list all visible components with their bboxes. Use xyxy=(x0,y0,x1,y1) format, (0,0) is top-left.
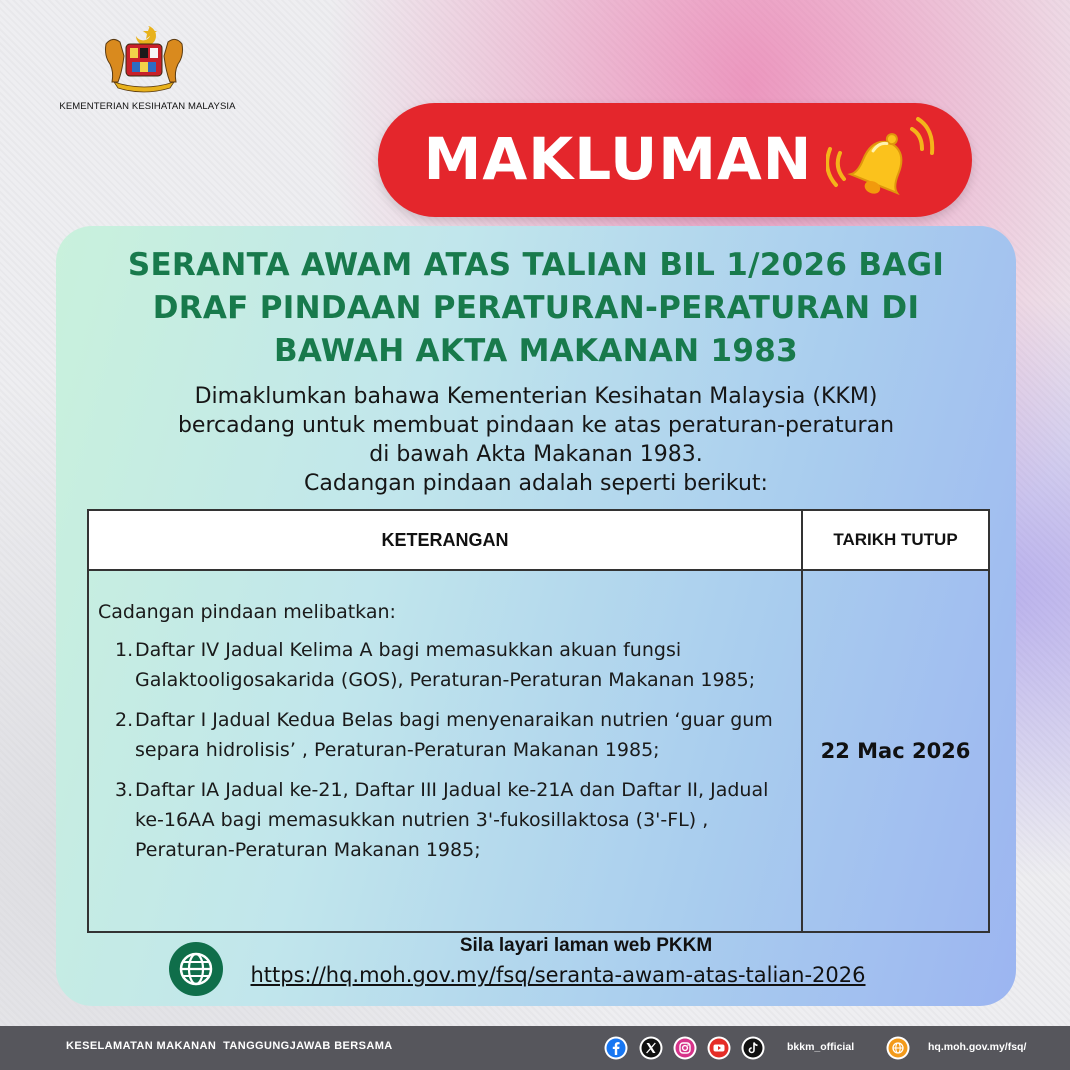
header-keterangan: KETERANGAN xyxy=(381,530,509,550)
list-item xyxy=(115,775,795,865)
item-number: 3. xyxy=(115,779,134,801)
intro-line: Dimaklumkan bahawa Kementerian Kesihatan Malaysia (KKM) xyxy=(194,384,878,409)
facebook-icon[interactable] xyxy=(604,1036,628,1060)
header-tarikh-tutup: TARIKH TUTUP xyxy=(833,530,958,549)
footer-site[interactable]: hq.moh.gov.my/fsq/ xyxy=(928,1041,1027,1053)
web-icon[interactable] xyxy=(886,1036,910,1060)
banner-title: MAKLUMAN xyxy=(423,125,813,193)
notice-title xyxy=(116,244,956,373)
amendments-table xyxy=(87,509,990,933)
closing-date: 22 Mac 2026 xyxy=(820,739,971,763)
notice-intro xyxy=(96,382,976,498)
description-intro: Cadangan pindaan melibatkan: xyxy=(98,601,396,623)
malaysia-coat-of-arms-icon xyxy=(96,22,192,94)
amendment-list xyxy=(115,635,795,875)
social-handle[interactable]: bkkm_official xyxy=(787,1041,855,1053)
tiktok-icon[interactable] xyxy=(741,1036,765,1060)
makluman-banner xyxy=(378,103,972,217)
notice-title-line: DRAF PINDAAN PERATURAN-PERATURAN DI xyxy=(152,290,920,326)
item-text: Daftar IA Jadual ke-21, Daftar III Jadual ke-21A dan Daftar II, Jadual ke-16AA bagi memasukkan nutrien 3'-fukosillaktosa (3'-FL) , Peraturan-Peraturan Makanan 1985; xyxy=(135,779,769,861)
bell-icon xyxy=(826,111,936,211)
list-item xyxy=(115,635,795,695)
intro-line: di bawah Akta Makanan 1983. xyxy=(369,442,703,467)
list-item xyxy=(115,705,795,765)
item-text: Daftar I Jadual Kedua Belas bagi menyenaraikan nutrien ‘guar gum separa hidrolisis’ , Peraturan-Peraturan Makanan 1985; xyxy=(135,709,773,761)
column-divider xyxy=(801,511,803,931)
footer-slogan: KESELAMATAN MAKANAN TANGGUNGJAWAB BERSAMA xyxy=(66,1040,393,1052)
x-icon[interactable] xyxy=(639,1036,663,1060)
item-number: 1. xyxy=(115,639,134,661)
item-text: Daftar IV Jadual Kelima A bagi memasukkan akuan fungsi Galaktooligosakarida (GOS), Peraturan-Peraturan Makanan 1985; xyxy=(135,639,756,691)
notice-title-line: SERANTA AWAM ATAS TALIAN BIL 1/2026 BAGI xyxy=(127,247,945,283)
website-link[interactable]: https://hq.moh.gov.my/fsq/seranta-awam-atas-talian-2026 xyxy=(250,963,866,987)
notice-card xyxy=(56,226,1016,1006)
footer-bar xyxy=(0,1026,1070,1070)
website-label: Sila layari laman web PKKM xyxy=(459,935,713,956)
notice-title-line: BAWAH AKTA MAKANAN 1983 xyxy=(273,333,798,369)
table-header-row xyxy=(89,511,988,571)
ministry-name: KEMENTERIAN KESIHATAN MALAYSIA xyxy=(59,101,236,112)
intro-line: bercadang untuk membuat pindaan ke atas peraturan-peraturan xyxy=(177,413,895,438)
instagram-icon[interactable] xyxy=(673,1036,697,1060)
item-number: 2. xyxy=(115,709,134,731)
intro-line: Cadangan pindaan adalah seperti berikut: xyxy=(304,471,768,496)
globe-icon xyxy=(168,941,224,997)
youtube-icon[interactable] xyxy=(707,1036,731,1060)
